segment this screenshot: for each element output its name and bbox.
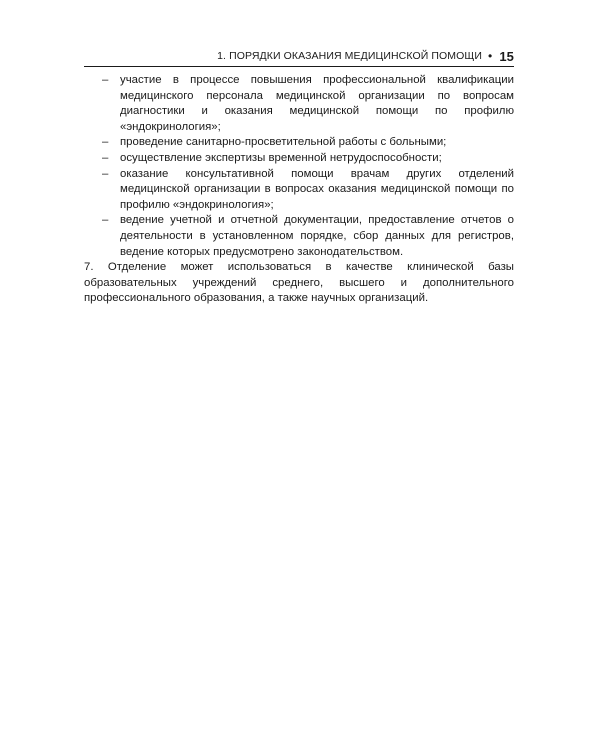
running-title: 1. ПОРЯДКИ ОКАЗАНИЯ МЕДИЦИНСКОЙ ПОМОЩИ <box>217 50 483 62</box>
list-item <box>84 73 514 135</box>
list-item-text: ведение учетной и отчетной документации, предоставление отчетов о деятельности в установленном порядке, сбор данных для регистров, ведение которых предусмотрено законодательством. <box>120 214 514 258</box>
header-rule <box>84 66 514 67</box>
list-item-text: участие в процессе повышения профессиональной квалификации медицинского персонала медицинской организации по вопросам диагностики и оказания медицинской помощи по профилю «эндокринология»; <box>120 74 514 133</box>
list-item <box>84 213 514 260</box>
running-header <box>84 46 514 66</box>
dash-marker: – <box>102 151 109 164</box>
list-item-text: осуществление экспертизы временной нетрудоспособности; <box>120 151 442 164</box>
dash-marker: – <box>102 74 109 86</box>
dash-marker: – <box>102 214 109 227</box>
paragraph-7: 7. Отделение может использоваться в качестве клинической базы образовательных учреждений среднего, высшего и дополнительного профессионального образования, а также научных организаций. <box>84 261 514 305</box>
header-bullet: • <box>488 49 493 63</box>
list-item <box>84 151 514 167</box>
list-item-text: проведение санитарно-просветительной работы с больными; <box>120 136 447 149</box>
dash-marker: – <box>102 136 109 149</box>
list-item <box>84 135 514 151</box>
duties-list <box>84 73 514 260</box>
page-number: 15 <box>499 48 514 64</box>
list-item-text: оказание консультативной помощи врачам других отделений медицинской организации в вопросах оказания медицинской помощи по профилю «эндокринология»; <box>120 167 514 211</box>
page-body <box>84 73 514 307</box>
list-item <box>84 167 514 214</box>
dash-marker: – <box>102 167 109 180</box>
